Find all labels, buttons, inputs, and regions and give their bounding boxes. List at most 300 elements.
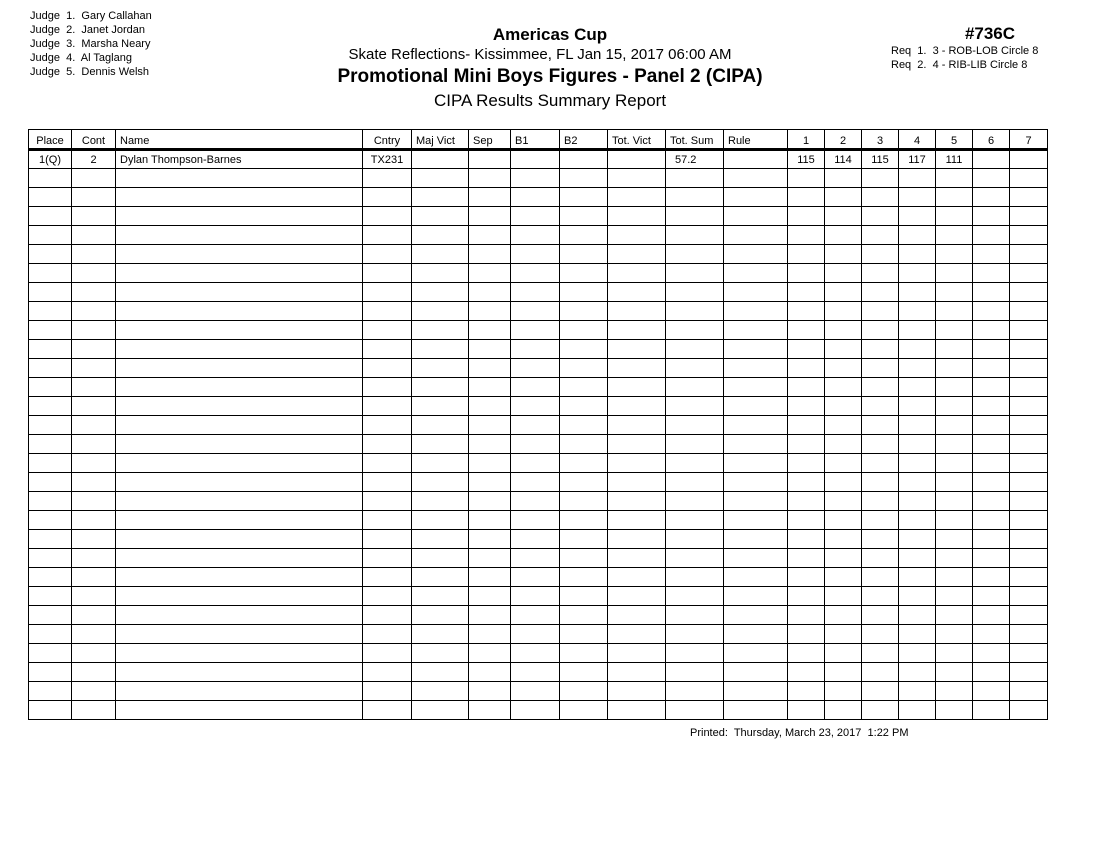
cell-maj-vict xyxy=(412,454,469,473)
cell-sep xyxy=(469,435,511,454)
cell-j4 xyxy=(899,359,936,378)
column-header-name: Name xyxy=(116,130,363,150)
cell-cont xyxy=(72,587,116,606)
cell-place xyxy=(29,587,72,606)
cell-j7 xyxy=(1010,169,1048,188)
cell-j7 xyxy=(1010,606,1048,625)
cell-j3 xyxy=(862,511,899,530)
cell-j3 xyxy=(862,340,899,359)
cell-j4 xyxy=(899,416,936,435)
cell-j1 xyxy=(788,625,825,644)
cell-cntry xyxy=(363,473,412,492)
cell-tot-sum xyxy=(666,454,724,473)
cell-cont xyxy=(72,435,116,454)
cell-cntry xyxy=(363,416,412,435)
table-row xyxy=(29,549,1048,568)
cell-tot-vict xyxy=(608,321,666,340)
column-header-j4: 4 xyxy=(899,130,936,150)
cell-cont xyxy=(72,492,116,511)
cell-sep xyxy=(469,188,511,207)
cell-j4 xyxy=(899,473,936,492)
cell-j2 xyxy=(825,302,862,321)
column-header-tot-sum: Tot. Sum xyxy=(666,130,724,150)
cell-b2 xyxy=(560,568,608,587)
cell-tot-sum xyxy=(666,264,724,283)
cell-j3 xyxy=(862,359,899,378)
cell-b1 xyxy=(511,264,560,283)
cell-tot-vict xyxy=(608,416,666,435)
cell-j7 xyxy=(1010,644,1048,663)
cell-place xyxy=(29,530,72,549)
cell-place xyxy=(29,663,72,682)
cell-sep xyxy=(469,283,511,302)
cell-maj-vict xyxy=(412,150,469,169)
cell-maj-vict xyxy=(412,245,469,264)
cell-maj-vict xyxy=(412,530,469,549)
cell-b1 xyxy=(511,245,560,264)
cell-j1: 115 xyxy=(788,150,825,169)
cell-j1 xyxy=(788,606,825,625)
cell-j5 xyxy=(936,549,973,568)
cell-sep xyxy=(469,682,511,701)
cell-rule xyxy=(724,226,788,245)
table-row xyxy=(29,625,1048,644)
cell-j7 xyxy=(1010,492,1048,511)
cell-name xyxy=(116,682,363,701)
cell-b1 xyxy=(511,340,560,359)
cell-j6 xyxy=(973,283,1010,302)
cell-b1 xyxy=(511,549,560,568)
cell-j6 xyxy=(973,340,1010,359)
cell-tot-vict xyxy=(608,226,666,245)
cell-tot-vict xyxy=(608,473,666,492)
cell-j1 xyxy=(788,511,825,530)
cell-b2 xyxy=(560,264,608,283)
cell-j7 xyxy=(1010,416,1048,435)
cell-sep xyxy=(469,226,511,245)
cell-j5 xyxy=(936,416,973,435)
cell-j4 xyxy=(899,397,936,416)
table-row xyxy=(29,587,1048,606)
cell-place xyxy=(29,245,72,264)
cell-rule xyxy=(724,397,788,416)
cell-b2 xyxy=(560,492,608,511)
cell-j2 xyxy=(825,473,862,492)
cell-sep xyxy=(469,302,511,321)
cell-cont xyxy=(72,226,116,245)
cell-cntry xyxy=(363,625,412,644)
cell-j1 xyxy=(788,549,825,568)
cell-j6 xyxy=(973,644,1010,663)
cell-j5 xyxy=(936,226,973,245)
cell-j3 xyxy=(862,644,899,663)
cell-j5 xyxy=(936,644,973,663)
cell-tot-vict xyxy=(608,549,666,568)
cell-j5 xyxy=(936,568,973,587)
cell-tot-vict xyxy=(608,701,666,720)
cell-tot-vict xyxy=(608,644,666,663)
cell-place xyxy=(29,264,72,283)
cell-cntry xyxy=(363,283,412,302)
cell-name xyxy=(116,321,363,340)
column-header-j3: 3 xyxy=(862,130,899,150)
cell-cntry xyxy=(363,663,412,682)
cell-rule xyxy=(724,492,788,511)
judge-name: Al Taglang xyxy=(80,52,132,64)
cell-cntry xyxy=(363,492,412,511)
cell-tot-sum xyxy=(666,340,724,359)
cell-tot-vict xyxy=(608,207,666,226)
cell-j2 xyxy=(825,321,862,340)
cell-rule xyxy=(724,549,788,568)
cell-j5 xyxy=(936,378,973,397)
cell-b1 xyxy=(511,682,560,701)
cell-j3 xyxy=(862,245,899,264)
cell-j2 xyxy=(825,530,862,549)
table-row xyxy=(29,264,1048,283)
cell-j4 xyxy=(899,283,936,302)
cell-sep xyxy=(469,663,511,682)
cell-place xyxy=(29,226,72,245)
judge-name: Gary Callahan xyxy=(81,10,152,22)
cell-j6 xyxy=(973,226,1010,245)
cell-b2 xyxy=(560,150,608,169)
cell-tot-sum xyxy=(666,663,724,682)
cell-place xyxy=(29,207,72,226)
cell-sep xyxy=(469,321,511,340)
cell-j7 xyxy=(1010,549,1048,568)
cell-b2 xyxy=(560,663,608,682)
cell-sep xyxy=(469,454,511,473)
cell-b2 xyxy=(560,473,608,492)
cell-place xyxy=(29,625,72,644)
cell-place xyxy=(29,473,72,492)
cell-b1 xyxy=(511,473,560,492)
cell-name xyxy=(116,302,363,321)
cell-j4 xyxy=(899,644,936,663)
cell-j6 xyxy=(973,625,1010,644)
cell-b2 xyxy=(560,302,608,321)
cell-cntry xyxy=(363,644,412,663)
cell-name xyxy=(116,492,363,511)
cell-cntry xyxy=(363,207,412,226)
table-row xyxy=(29,511,1048,530)
cell-b1 xyxy=(511,625,560,644)
cell-sep xyxy=(469,245,511,264)
cell-j1 xyxy=(788,587,825,606)
cell-j4 xyxy=(899,188,936,207)
column-header-cntry: Cntry xyxy=(363,130,412,150)
cell-sep xyxy=(469,416,511,435)
cell-name xyxy=(116,473,363,492)
cell-b2 xyxy=(560,340,608,359)
cell-j6 xyxy=(973,245,1010,264)
cell-b1 xyxy=(511,207,560,226)
cell-j3 xyxy=(862,625,899,644)
cell-tot-vict xyxy=(608,435,666,454)
cell-j7 xyxy=(1010,473,1048,492)
cell-j7 xyxy=(1010,150,1048,169)
cell-j3 xyxy=(862,283,899,302)
cell-cont xyxy=(72,568,116,587)
cell-b1 xyxy=(511,150,560,169)
column-header-place: Place xyxy=(29,130,72,150)
cell-j6 xyxy=(973,511,1010,530)
column-header-j5: 5 xyxy=(936,130,973,150)
cell-rule xyxy=(724,359,788,378)
cell-j4 xyxy=(899,511,936,530)
cell-j4 xyxy=(899,264,936,283)
cell-tot-vict xyxy=(608,568,666,587)
cell-tot-vict xyxy=(608,682,666,701)
cell-b2 xyxy=(560,188,608,207)
cell-j3: 115 xyxy=(862,150,899,169)
cell-cont xyxy=(72,378,116,397)
cell-j3 xyxy=(862,416,899,435)
cell-name xyxy=(116,511,363,530)
judge-row: Judge 2. Janet Jordan xyxy=(30,24,145,36)
cell-place xyxy=(29,435,72,454)
cell-sep xyxy=(469,701,511,720)
cell-j6 xyxy=(973,169,1010,188)
report-subtitle: CIPA Results Summary Report xyxy=(433,91,667,110)
cell-j2 xyxy=(825,587,862,606)
cell-j7 xyxy=(1010,245,1048,264)
cell-b1 xyxy=(511,492,560,511)
cell-j1 xyxy=(788,701,825,720)
cell-b1 xyxy=(511,378,560,397)
cell-maj-vict xyxy=(412,606,469,625)
cell-tot-sum xyxy=(666,530,724,549)
cell-j1 xyxy=(788,568,825,587)
cell-name xyxy=(116,606,363,625)
judge-name: Marsha Neary xyxy=(81,38,151,50)
cell-j4 xyxy=(899,568,936,587)
table-row xyxy=(29,663,1048,682)
cell-b1 xyxy=(511,701,560,720)
cell-j5 xyxy=(936,340,973,359)
cell-j1 xyxy=(788,663,825,682)
cell-j6 xyxy=(973,530,1010,549)
cell-j6 xyxy=(973,473,1010,492)
cell-j2 xyxy=(825,359,862,378)
cell-j3 xyxy=(862,321,899,340)
cell-b2 xyxy=(560,359,608,378)
cell-j2 xyxy=(825,492,862,511)
cell-b2 xyxy=(560,207,608,226)
cell-sep xyxy=(469,568,511,587)
table-row xyxy=(29,378,1048,397)
table-row xyxy=(29,606,1048,625)
cell-sep xyxy=(469,150,511,169)
cell-j1 xyxy=(788,530,825,549)
cell-j7 xyxy=(1010,188,1048,207)
cell-rule xyxy=(724,169,788,188)
cell-j5 xyxy=(936,587,973,606)
cell-place xyxy=(29,549,72,568)
cell-sep xyxy=(469,644,511,663)
cell-rule xyxy=(724,435,788,454)
cell-cont xyxy=(72,359,116,378)
cell-j1 xyxy=(788,264,825,283)
cell-maj-vict xyxy=(412,549,469,568)
cell-sep xyxy=(469,625,511,644)
cell-cont xyxy=(72,188,116,207)
cell-sep xyxy=(469,378,511,397)
cell-tot-sum xyxy=(666,549,724,568)
cell-j5 xyxy=(936,435,973,454)
cell-j2 xyxy=(825,416,862,435)
table-row xyxy=(29,188,1048,207)
cell-sep xyxy=(469,473,511,492)
cell-name xyxy=(116,378,363,397)
cell-tot-sum xyxy=(666,226,724,245)
cell-j6 xyxy=(973,397,1010,416)
cell-b2 xyxy=(560,435,608,454)
cell-j3 xyxy=(862,169,899,188)
cell-cont xyxy=(72,511,116,530)
cell-j4 xyxy=(899,207,936,226)
cell-j2 xyxy=(825,663,862,682)
cell-name xyxy=(116,226,363,245)
event-code: #736C xyxy=(964,24,1016,43)
cell-place xyxy=(29,321,72,340)
cell-place xyxy=(29,644,72,663)
cell-tot-vict xyxy=(608,625,666,644)
cell-j6 xyxy=(973,663,1010,682)
cell-j3 xyxy=(862,587,899,606)
cell-rule xyxy=(724,511,788,530)
event-code-block xyxy=(885,24,1055,72)
cell-tot-sum xyxy=(666,644,724,663)
cell-j3 xyxy=(862,663,899,682)
cell-j2 xyxy=(825,340,862,359)
cell-tot-sum xyxy=(666,397,724,416)
cell-j7 xyxy=(1010,435,1048,454)
cell-name xyxy=(116,416,363,435)
cell-place xyxy=(29,188,72,207)
cell-tot-vict xyxy=(608,378,666,397)
cell-tot-vict xyxy=(608,264,666,283)
cell-b1 xyxy=(511,283,560,302)
judge-row: Judge 5. Dennis Welsh xyxy=(30,66,150,78)
cell-cntry xyxy=(363,511,412,530)
cell-maj-vict xyxy=(412,359,469,378)
cell-maj-vict xyxy=(412,644,469,663)
cell-place xyxy=(29,378,72,397)
cell-j2: 114 xyxy=(825,150,862,169)
requirement-2: Req 2. 4 - RIB-LIB Circle 8 xyxy=(891,59,1028,71)
cell-j1 xyxy=(788,397,825,416)
cell-cont xyxy=(72,302,116,321)
cell-tot-vict xyxy=(608,530,666,549)
cell-j6 xyxy=(973,302,1010,321)
cell-j4 xyxy=(899,321,936,340)
cell-place xyxy=(29,492,72,511)
cell-cont xyxy=(72,644,116,663)
table-row xyxy=(29,644,1048,663)
cell-j7 xyxy=(1010,663,1048,682)
cell-j6 xyxy=(973,378,1010,397)
cell-maj-vict xyxy=(412,321,469,340)
cell-tot-vict xyxy=(608,587,666,606)
cell-j6 xyxy=(973,492,1010,511)
cell-maj-vict xyxy=(412,435,469,454)
cell-j5 xyxy=(936,321,973,340)
cell-j3 xyxy=(862,264,899,283)
cell-j5: 111 xyxy=(936,150,973,169)
cell-j4 xyxy=(899,701,936,720)
results-table xyxy=(28,129,1048,720)
cell-j1 xyxy=(788,416,825,435)
cell-b1 xyxy=(511,435,560,454)
cell-b1 xyxy=(511,663,560,682)
judge-row: Judge 3. Marsha Neary xyxy=(30,38,151,50)
cell-tot-sum xyxy=(666,473,724,492)
cell-b2 xyxy=(560,245,608,264)
cell-j5 xyxy=(936,473,973,492)
cell-b1 xyxy=(511,606,560,625)
cell-cont xyxy=(72,340,116,359)
cell-rule xyxy=(724,264,788,283)
cell-rule xyxy=(724,207,788,226)
cell-maj-vict xyxy=(412,397,469,416)
cell-j5 xyxy=(936,511,973,530)
cell-j5 xyxy=(936,245,973,264)
cell-j5 xyxy=(936,302,973,321)
cell-j3 xyxy=(862,530,899,549)
cell-b2 xyxy=(560,397,608,416)
cell-place xyxy=(29,416,72,435)
cell-b1 xyxy=(511,321,560,340)
table-row xyxy=(29,397,1048,416)
cell-j3 xyxy=(862,207,899,226)
cell-rule xyxy=(724,150,788,169)
cell-sep xyxy=(469,359,511,378)
cell-cont xyxy=(72,283,116,302)
cell-name xyxy=(116,397,363,416)
cell-cont xyxy=(72,207,116,226)
cell-b2 xyxy=(560,606,608,625)
cell-j1 xyxy=(788,245,825,264)
cell-j1 xyxy=(788,207,825,226)
cell-cont xyxy=(72,606,116,625)
cell-b1 xyxy=(511,511,560,530)
cell-cntry xyxy=(363,435,412,454)
cell-j4 xyxy=(899,435,936,454)
cell-place xyxy=(29,302,72,321)
cell-cntry xyxy=(363,587,412,606)
cell-j1 xyxy=(788,302,825,321)
cell-j7 xyxy=(1010,321,1048,340)
cell-maj-vict xyxy=(412,226,469,245)
cell-maj-vict xyxy=(412,169,469,188)
cell-j5 xyxy=(936,283,973,302)
table-row xyxy=(29,682,1048,701)
cell-place xyxy=(29,169,72,188)
cell-cont xyxy=(72,549,116,568)
cell-j4 xyxy=(899,454,936,473)
cell-maj-vict xyxy=(412,207,469,226)
cell-tot-sum xyxy=(666,606,724,625)
cell-maj-vict xyxy=(412,188,469,207)
cell-name xyxy=(116,549,363,568)
cell-maj-vict xyxy=(412,416,469,435)
cell-j5 xyxy=(936,188,973,207)
cell-cntry xyxy=(363,169,412,188)
cell-name xyxy=(116,264,363,283)
cell-j7 xyxy=(1010,511,1048,530)
